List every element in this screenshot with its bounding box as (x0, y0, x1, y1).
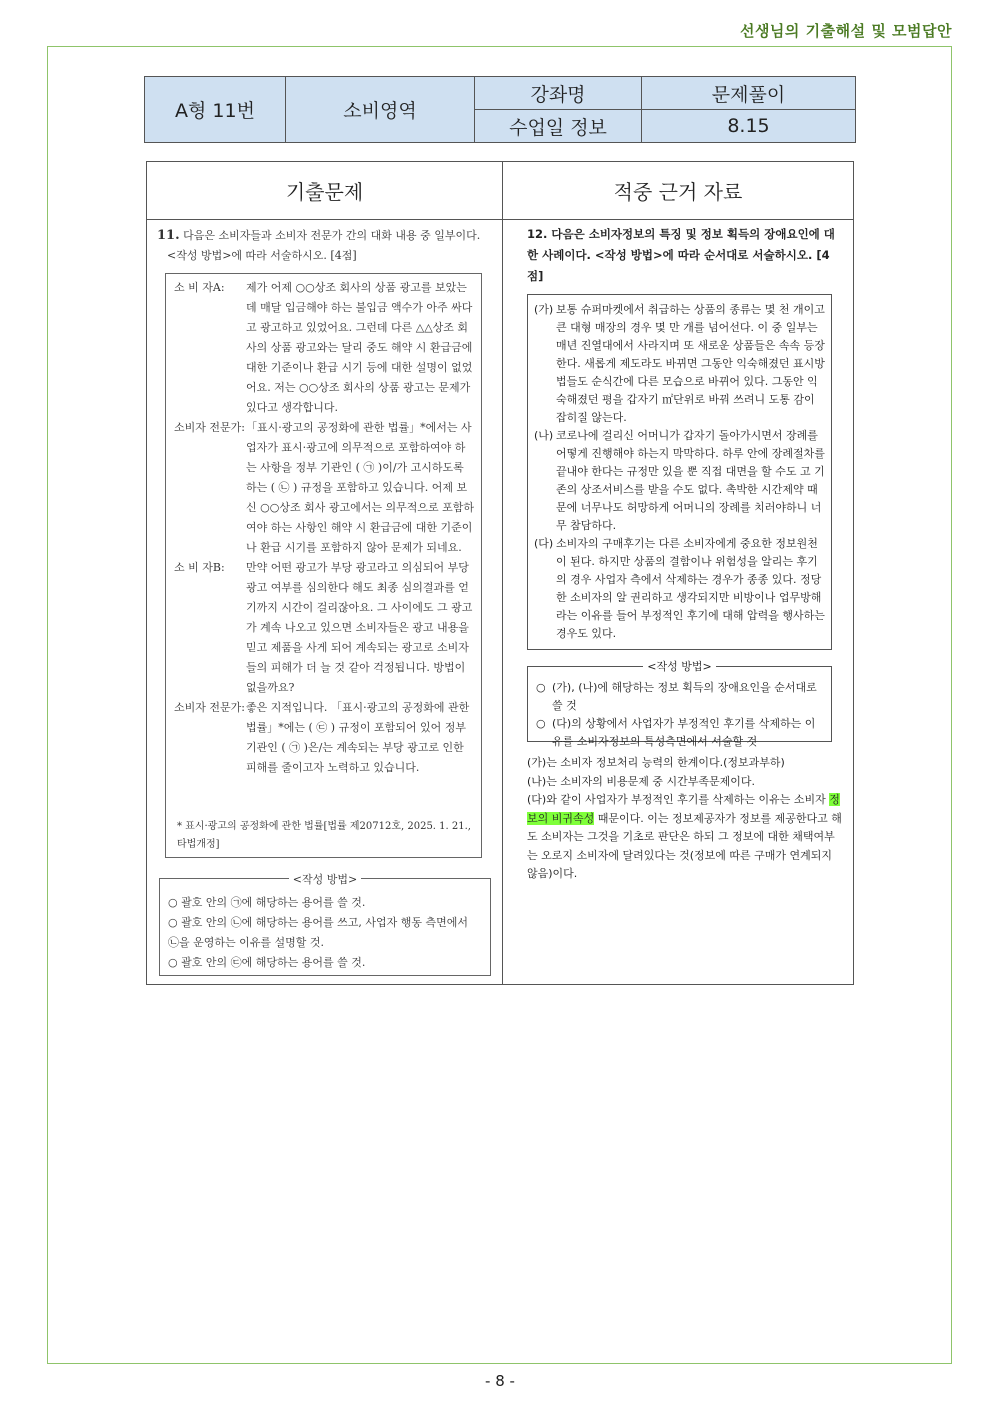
dialog-turn (166, 418, 481, 558)
q11-dialog-box (165, 273, 482, 858)
exam-question-panel (147, 220, 502, 984)
model-answer (527, 754, 843, 884)
dialog-text: 제가 어제 ○○상조 회사의 상품 광고를 보았는데 매달 입금해야 하는 불입금 액수가 아주 싸다고 광고하고 있었어요. 그런데 다른 △△상조 회사의 상품 광고와는 달리 중도 해약 시 환급금에 대한 기준이나 환급 시기 등에 대한 설명이 없었어요. 저는 ○○상조 회사의 상품 광고는 문제가 있다고 생각합니다. (246, 281, 473, 414)
course-value-cell: 문제풀이 (642, 77, 856, 110)
dialog-speaker: 소비자 전문가: (174, 421, 245, 434)
dialog-text: 만약 어떤 광고가 부당 광고라고 의심되어 부당 광고 여부를 심의한다 해도 최종 심의결과를 얻기까지 시간이 걸리잖아요. 그 사이에도 그 광고가 계속 나오고 있으면 소비자들은 광고 내용을 믿고 제품을 사게 되어 계속되는 광고로 소비자들의 피해가 더 늘 것 같아 걱정됩니다. 방법이 없을까요? (246, 561, 473, 694)
q11-method-box (159, 873, 491, 976)
answer-text: 때문이다. 이는 정보제공자가 정보를 제공한다고 해도 소비자는 그것을 기초로 판단은 하되 그 정보에 대한 채택여부는 오로지 소비자에 달려있다는 것(정보에 따른 구매가 연계되지 않음)이다. (527, 811, 842, 880)
class-info-value-cell: 8.15 (642, 110, 856, 143)
dialog-speaker: 소 비 자A: (174, 281, 225, 294)
q12-method-item (536, 715, 823, 751)
q12-method-box (527, 660, 832, 748)
q12-method-text: (다)의 상황에서 사업자가 부정적인 후기를 삭제하는 이유를 소비자정보의 특성측면에서 서술할 것 (552, 717, 816, 748)
evidence-panel (503, 220, 853, 984)
dialog-text: 「표시·광고의 공정화에 관한 법률」*에서는 사업자가 표시·광고에 의무적으로 포함하여야 하는 사항을 정부 기관인 ( ㉠ )이/가 고시하도록 하는 ( ㉡ ) 규정을 포함하고 있습니다. 어제 보신 ○○상조 회사 광고에서는 의무적으로 포함하여야 하는 사항인 해약 시 환급금에 대한 기준이나 환급 시기를 포함하지 않아 문제가 되네요. (246, 421, 474, 554)
course-label-cell: 강좌명 (475, 77, 642, 110)
passage-item (534, 301, 825, 427)
passage-item (534, 427, 825, 535)
q11-stem-line1: 다음은 소비자들과 소비자 전문가 간의 대화 내용 중 일부이다. (183, 229, 481, 242)
answer-line: (가)는 소비자 정보처리 능력의 한계이다.(정보과부하) (527, 756, 785, 769)
dialog-speaker: 소비자 전문가: (174, 701, 245, 714)
dialog-turn (166, 278, 481, 418)
q12-method-item (536, 679, 823, 715)
passage-text: 보통 슈퍼마켓에서 취급하는 상품의 종류는 몇 천 개이고 큰 대형 매장의 경우 몇 만 개를 넘어선다. 이 중 일부는 매년 진열대에서 사라지며 또 새로운 상품들은 속속 등장한다. 새롭게 제도라도 바뀌면 그동안 익숙해졌던 표시방법들도 순식간에 다른 모습으로 바뀌어 있다. 그동안 익숙해졌던 평을 갑자기 ㎡단위로 바꿔 쓰려니 도통 감이 잡히질 않는다. (556, 303, 825, 424)
q12-stem: 12. 다음은 소비자정보의 특징 및 정보 획득의 장애요인에 대한 사례이다. <작성 방법>에 따라 순서대로 서술하시오. [4점] (527, 227, 835, 283)
type-number-cell: A형 11번 (145, 77, 286, 143)
passage-label: (나) (534, 429, 554, 442)
answer-highlight: 정보의 비귀속성 (527, 793, 840, 825)
passage-label: (다) (534, 537, 554, 550)
dialog-turn (166, 558, 481, 698)
dialog-turn (166, 698, 481, 778)
main-table (146, 161, 854, 985)
area-cell: 소비영역 (286, 77, 475, 143)
q11-stem-line2: <작성 방법>에 따라 서술하시오. [4점] (167, 249, 357, 262)
dialog-speaker: 소 비 자B: (174, 561, 225, 574)
right-column-heading: 적중 근거 자료 (503, 162, 853, 220)
info-table (144, 76, 856, 143)
q11-method-item: ○ 괄호 안의 ㉡에 해당하는 용어를 쓰고, 사업자 행동 측면에서 ㉡을 운영하는 이유를 설명할 것. (168, 916, 468, 949)
q11-number: 11. (157, 228, 180, 243)
q11-method-title: <작성 방법> (289, 873, 361, 886)
left-column-heading: 기출문제 (147, 162, 502, 220)
q11-method-item: ○ 괄호 안의 ㉢에 해당하는 용어를 쓸 것. (168, 956, 366, 969)
document-header-title: 선생님의 기출해설 및 모범답안 (739, 22, 952, 40)
bullet-icon: ○ (536, 681, 546, 694)
q11-method-item: ○ 괄호 안의 ㉠에 해당하는 용어를 쓸 것. (168, 896, 366, 909)
page-number: - 8 - (485, 1372, 515, 1390)
dialog-text: 좋은 지적입니다. 「표시·광고의 공정화에 관한 법률」*에는 ( ㉢ ) 규정이 포함되어 있어 정부 기관인 ( ㉠ )은/는 계속되는 부당 광고로 인한 피해를 줄이고자 노력하고 있습니다. (246, 701, 470, 774)
passage-text: 코로나에 걸리신 어머니가 갑자기 돌아가시면서 장례를 어떻게 진행해야 하는지 막막하다. 하루 안에 장례절차를 끝내야 한다는 규정만 있을 뿐 직접 대면을 할 수도 고 기존의 상조서비스를 받을 수도 없다. 촉박한 시간제약 때문에 너무나도 허망하게 어머니의 장례를 치러야하니 너무 참담하다. (556, 429, 825, 532)
answer-paragraph (527, 791, 843, 884)
q12-method-text: (가), (나)에 해당하는 정보 획득의 장애요인을 순서대로 쓸 것 (552, 681, 817, 712)
q11-footnote: * 표시·광고의 공정화에 관한 법률[법률 제20712호, 2025. 1. 21., 타법개정] (177, 821, 471, 850)
q12-method-title: <작성 방법> (643, 660, 715, 673)
answer-line: (나)는 소비자의 비용문제 중 시간부족문제이다. (527, 774, 755, 788)
passage-text: 소비자의 구매후기는 다른 소비자에게 중요한 정보원천이 된다. 하지만 상품의 결함이나 위험성을 알리는 후기의 경우 사업자 측에서 삭제하는 경우가 종종 있다. 정당한 소비자의 알 권리하고 생각되지만 비방이나 업무방해라는 이유를 들어 부정적인 후기에 대해 압력을 행사하는 경우도 있다. (556, 537, 825, 640)
class-info-label-cell: 수업일 정보 (475, 110, 642, 143)
bullet-icon: ○ (536, 717, 546, 730)
passage-label: (가) (534, 303, 554, 316)
answer-text: (다)와 같이 사업자가 부정적인 후기를 삭제하는 이유는 소비자 (527, 793, 826, 806)
q11-stem (157, 226, 487, 266)
q12-passage-box (527, 294, 832, 650)
passage-item (534, 535, 825, 643)
